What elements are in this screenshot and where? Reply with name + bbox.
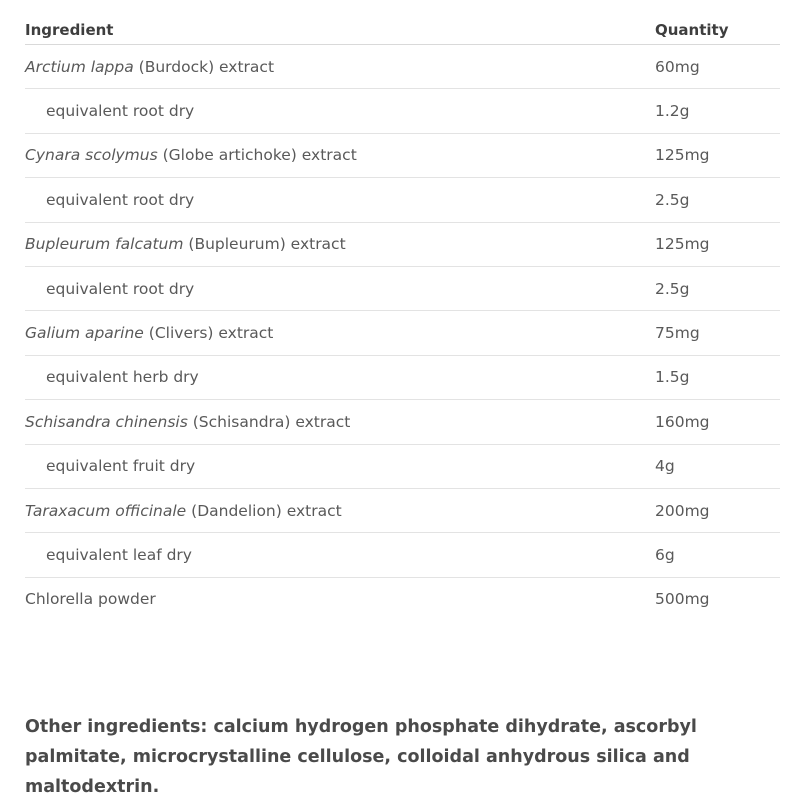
ingredients-section xyxy=(25,16,780,621)
common-name: (Bupleurum) extract xyxy=(183,235,346,254)
ingredient-name xyxy=(25,45,655,89)
ingredient-quantity: 2.5g xyxy=(655,266,780,310)
ingredient-quantity: 4g xyxy=(655,444,780,488)
ingredient-quantity: 75mg xyxy=(655,311,780,355)
other-ingredients-text: Other ingredients: calcium hydrogen phosphate dihydrate, ascorbyl palmitate, microcrystalline cellulose, colloidal anhydrous silica and maltodextrin. xyxy=(25,716,697,797)
common-name: (Dandelion) extract xyxy=(186,501,342,520)
equivalent-name: equivalent herb dry xyxy=(25,355,655,399)
ingredient-name: Chlorella powder xyxy=(25,590,156,609)
table-row xyxy=(25,266,780,310)
ingredient-quantity: 60mg xyxy=(655,45,780,89)
ingredient-quantity: 200mg xyxy=(655,488,780,532)
ingredient-quantity: 125mg xyxy=(655,222,780,266)
table-row xyxy=(25,45,780,89)
ingredient-quantity: 1.5g xyxy=(655,355,780,399)
ingredient-quantity: 2.5g xyxy=(655,178,780,222)
equivalent-name: equivalent fruit dry xyxy=(25,444,655,488)
ingredient-name xyxy=(25,400,655,444)
table-row xyxy=(25,533,780,577)
equivalent-name: equivalent root dry xyxy=(25,89,655,133)
ingredient-quantity: 6g xyxy=(655,533,780,577)
ingredient-column-header: Ingredient xyxy=(25,16,655,45)
latin-name: Galium aparine xyxy=(25,324,144,343)
table-row xyxy=(25,577,780,621)
common-name: (Clivers) extract xyxy=(143,324,274,343)
ingredient-quantity: 1.2g xyxy=(655,89,780,133)
equivalent-name: equivalent leaf dry xyxy=(25,533,655,577)
table-row xyxy=(25,89,780,133)
latin-name: Bupleurum falcatum xyxy=(25,235,184,254)
ingredient-name xyxy=(25,311,655,355)
table-header-row xyxy=(25,16,780,45)
table-row xyxy=(25,222,780,266)
table-row xyxy=(25,311,780,355)
equivalent-name: equivalent root dry xyxy=(25,178,655,222)
ingredients-table xyxy=(25,16,780,621)
table-row xyxy=(25,488,780,532)
common-name: (Burdock) extract xyxy=(133,57,275,76)
ingredient-quantity: 125mg xyxy=(655,133,780,177)
table-row xyxy=(25,133,780,177)
table-row xyxy=(25,355,780,399)
latin-name: Cynara scolymus xyxy=(25,146,158,165)
common-name: (Schisandra) extract xyxy=(187,412,351,431)
latin-name: Taraxacum officinale xyxy=(25,501,187,520)
ingredient-name xyxy=(25,222,655,266)
ingredient-name xyxy=(25,133,655,177)
common-name: (Globe artichoke) extract xyxy=(157,146,357,165)
table-row xyxy=(25,444,780,488)
ingredient-quantity: 160mg xyxy=(655,400,780,444)
ingredient-name xyxy=(25,488,655,532)
ingredient-quantity: 500mg xyxy=(655,590,710,609)
latin-name: Arctium lappa xyxy=(25,57,134,76)
quantity-column-header: Quantity xyxy=(655,16,780,45)
latin-name: Schisandra chinensis xyxy=(25,412,188,431)
equivalent-name: equivalent root dry xyxy=(25,266,655,310)
table-row xyxy=(25,400,780,444)
table-row xyxy=(25,178,780,222)
